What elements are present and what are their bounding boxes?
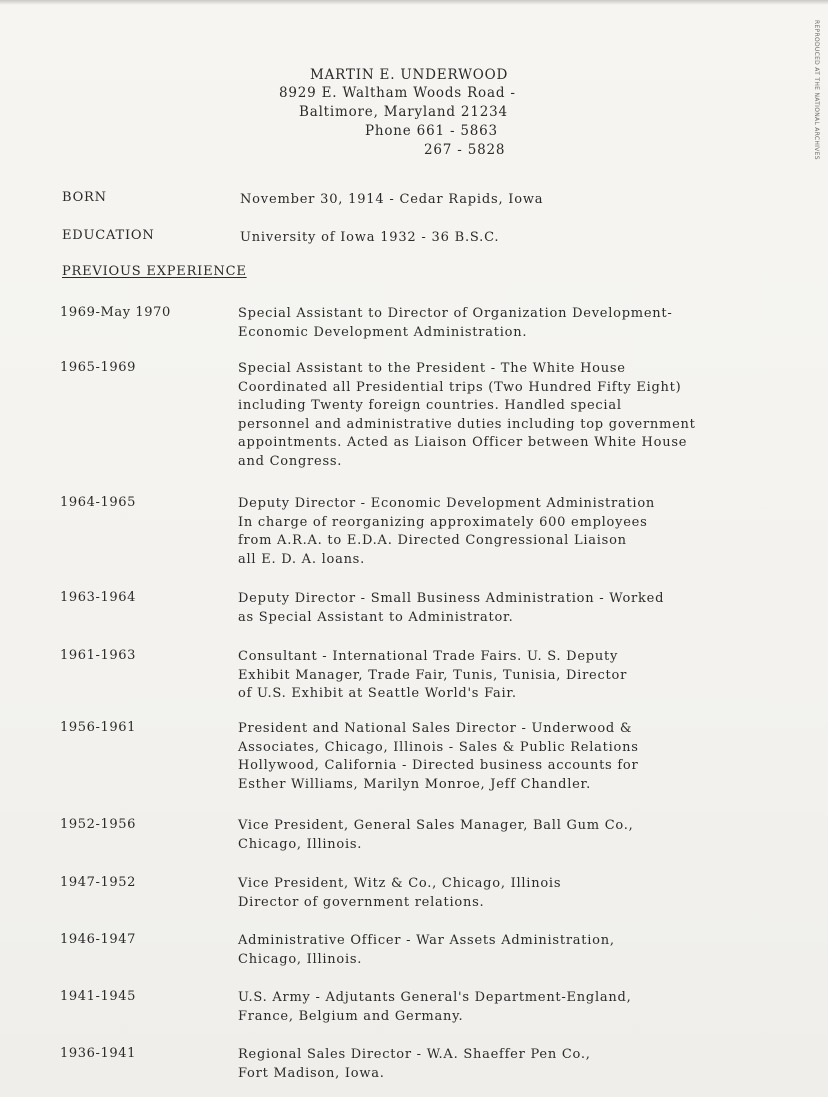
- experience-description: [238, 360, 696, 472]
- experience-description-line: Consultant - International Trade Fairs. U. S. Deputy: [238, 649, 619, 664]
- header-name: MARTIN E. UNDERWOOD: [310, 67, 509, 83]
- experience-description-line: personnel and administrative duties including top government: [238, 416, 696, 432]
- experience-description-line: Economic Development Administration.: [238, 324, 528, 340]
- experience-description: [238, 495, 655, 569]
- experience-description-line: Deputy Director - Small Business Administration - Worked: [238, 591, 665, 606]
- experience-description-line: Special Assistant to Director of Organization Development-: [238, 306, 673, 321]
- experience-description: [238, 932, 615, 969]
- experience-description-line: including Twenty foreign countries. Handled special: [238, 398, 622, 414]
- experience-description-line: appointments. Acted as Liaison Officer between White House: [238, 435, 688, 451]
- experience-years: 1946-1947: [60, 932, 136, 947]
- experience-description-line: and Congress.: [238, 453, 343, 469]
- experience-description-line: from A.R.A. to E.D.A. Directed Congressional Liaison: [238, 533, 627, 549]
- experience-description-line: Director of government relations.: [238, 894, 485, 910]
- experience-description-line: Deputy Director - Economic Development Administration: [238, 496, 656, 511]
- experience-description-line: Administrative Officer - War Assets Administration,: [238, 933, 615, 948]
- header-phone-primary: Phone 661 - 5863: [365, 123, 498, 139]
- experience-years: 1963-1964: [60, 590, 136, 605]
- experience-description-line: Hollywood, California - Directed business accounts for: [238, 758, 639, 774]
- experience-description-line: Vice President, General Sales Manager, Ball Gum Co.,: [238, 818, 634, 833]
- experience-description-line: Chicago, Illinois.: [238, 951, 363, 967]
- experience-years: 1961-1963: [60, 648, 136, 663]
- experience-years: 1947-1952: [60, 875, 136, 890]
- experience-description-line: of U.S. Exhibit at Seattle World's Fair.: [238, 686, 517, 702]
- header-phone-secondary: 267 - 5828: [424, 142, 506, 158]
- previous-experience-heading: PREVIOUS EXPERIENCE: [62, 264, 247, 279]
- education-value: University of Iowa 1932 - 36 B.S.C.: [240, 230, 500, 245]
- experience-description-line: Exhibit Manager, Trade Fair, Tunis, Tunisia, Director: [238, 667, 628, 683]
- experience-description-line: President and National Sales Director - Underwood &: [238, 721, 633, 736]
- experience-description: [238, 305, 673, 342]
- experience-description-line: U.S. Army - Adjutants General's Department-England,: [238, 990, 632, 1005]
- experience-years: 1969-May 1970: [60, 305, 171, 320]
- experience-years: 1965-1969: [60, 360, 136, 375]
- experience-years: 1956-1961: [60, 720, 136, 735]
- experience-description-line: France, Belgium and Germany.: [238, 1008, 464, 1024]
- experience-description-line: Vice President, Witz & Co., Chicago, Illinois: [238, 876, 562, 891]
- education-label: EDUCATION: [62, 228, 155, 243]
- experience-description-line: Associates, Chicago, Illinois - Sales & Public Relations: [238, 739, 639, 755]
- experience-description-line: Chicago, Illinois.: [238, 836, 363, 852]
- experience-years: 1941-1945: [60, 989, 136, 1004]
- born-label: BORN: [62, 190, 107, 205]
- experience-description-line: Coordinated all Presidential trips (Two Hundred Fifty Eight): [238, 379, 682, 395]
- experience-description-line: Special Assistant to the President - The White House: [238, 361, 626, 376]
- experience-description-line: as Special Assistant to Administrator.: [238, 609, 514, 625]
- archives-watermark: REPRODUCED AT THE NATIONAL ARCHIVES: [813, 20, 820, 160]
- experience-description-line: In charge of reorganizing approximately 600 employees: [238, 514, 648, 530]
- born-value: November 30, 1914 - Cedar Rapids, Iowa: [240, 192, 544, 207]
- experience-description: [238, 875, 561, 912]
- experience-years: 1936-1941: [60, 1046, 136, 1061]
- header-city: Baltimore, Maryland 21234: [299, 104, 508, 120]
- experience-description: [238, 1046, 591, 1083]
- experience-description-line: Fort Madison, Iowa.: [238, 1065, 385, 1081]
- experience-description-line: all E. D. A. loans.: [238, 551, 365, 567]
- experience-description: [238, 817, 634, 854]
- experience-description: [238, 720, 639, 794]
- experience-description-line: Esther Williams, Marilyn Monroe, Jeff Chandler.: [238, 776, 591, 792]
- header-street: 8929 E. Waltham Woods Road -: [279, 85, 516, 101]
- experience-description: [238, 989, 631, 1026]
- scan-top-edge: [0, 0, 828, 5]
- experience-description: [238, 590, 664, 627]
- experience-years: 1952-1956: [60, 817, 136, 832]
- experience-description: [238, 648, 627, 704]
- experience-years: 1964-1965: [60, 495, 136, 510]
- experience-description-line: Regional Sales Director - W.A. Shaeffer Pen Co.,: [238, 1047, 591, 1062]
